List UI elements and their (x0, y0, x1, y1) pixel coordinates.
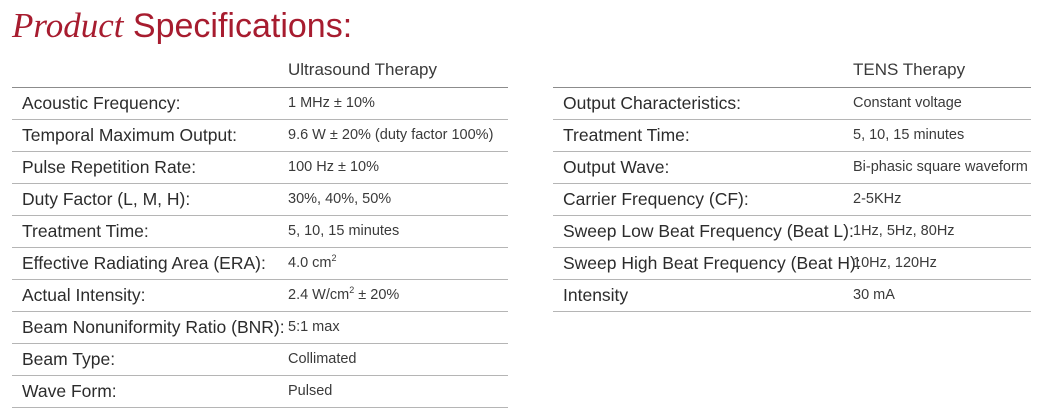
spec-value-superscript: 2 (331, 253, 337, 264)
spec-label: Pulse Repetition Rate: (22, 157, 197, 177)
spec-value (288, 351, 357, 367)
spec-label: Output Characteristics: (563, 93, 741, 113)
spec-value-text: 30 mA (853, 287, 895, 303)
spec-value (853, 191, 901, 207)
spec-value (288, 95, 375, 111)
spec-value (288, 223, 399, 239)
spec-value-text: Pulsed (288, 383, 333, 399)
spec-value-text: Collimated (288, 351, 357, 367)
spec-value (288, 319, 340, 335)
tens-rows (553, 88, 1031, 312)
title-italic: Product (12, 6, 124, 45)
spec-value-text: 9.6 W ± 20% (duty factor 100%) (288, 127, 494, 143)
spec-label: Sweep Low Beat Frequency (Beat L): (563, 221, 854, 241)
spec-value (288, 383, 332, 399)
spec-value-text: 5, 10, 15 minutes (853, 127, 965, 143)
spec-row (553, 184, 1031, 216)
spec-row (12, 344, 508, 376)
spec-row (12, 376, 508, 408)
spec-label: Treatment Time: (22, 221, 149, 241)
ultrasound-header: Ultrasound Therapy (288, 60, 437, 79)
spec-row (12, 120, 508, 152)
spec-value-text: 1Hz, 5Hz, 80Hz (853, 223, 955, 239)
spec-value-text: 100 Hz ± 10% (288, 159, 379, 175)
spec-value-text: 4.0 cm (288, 255, 332, 271)
page-title (12, 4, 352, 48)
spec-value (853, 127, 964, 143)
tens-spec-table (553, 58, 1031, 312)
spec-value-text: 5, 10, 15 minutes (288, 223, 400, 239)
spec-row (553, 248, 1031, 280)
ultrasound-spec-table (12, 58, 508, 408)
spec-label: Temporal Maximum Output: (22, 125, 237, 145)
spec-row (12, 88, 508, 120)
spec-value-text: 10Hz, 120Hz (853, 255, 937, 271)
spec-value (288, 127, 493, 143)
spec-value (853, 95, 962, 111)
spec-row (553, 88, 1031, 120)
spec-row (553, 280, 1031, 312)
spec-value (288, 191, 391, 207)
spec-row (12, 152, 508, 184)
spec-value-text: 2.4 W/cm (288, 287, 350, 303)
spec-label: Actual Intensity: (22, 285, 146, 305)
spec-row (12, 184, 508, 216)
title-rest: Specifications: (132, 7, 353, 45)
spec-value (853, 159, 1028, 175)
tens-header-row (553, 58, 1031, 88)
spec-label: Effective Radiating Area (ERA): (22, 253, 266, 273)
spec-value (288, 159, 379, 175)
spec-value (853, 255, 937, 271)
spec-label: Treatment Time: (563, 125, 690, 145)
spec-value (288, 287, 399, 303)
spec-row (553, 216, 1031, 248)
spec-label: Carrier Frequency (CF): (563, 189, 749, 209)
spec-row (553, 120, 1031, 152)
spec-label: Sweep High Beat Frequency (Beat H): (563, 253, 861, 273)
spec-value-text: 2-5KHz (853, 191, 902, 207)
spec-row (12, 248, 508, 280)
spec-label: Beam Nonuniformity Ratio (BNR): (22, 317, 285, 337)
spec-value-text: 30%, 40%, 50% (288, 191, 392, 207)
spec-row (12, 312, 508, 344)
spec-value (853, 223, 955, 239)
spec-label: Output Wave: (563, 157, 670, 177)
spec-value-text: 5:1 max (288, 319, 340, 335)
spec-value-text: Bi-phasic square waveform (853, 159, 1028, 175)
spec-label: Beam Type: (22, 349, 116, 369)
spec-row (12, 280, 508, 312)
ultrasound-header-row (12, 58, 508, 88)
spec-label: Acoustic Frequency: (22, 93, 181, 113)
spec-row (12, 216, 508, 248)
spec-value (288, 255, 337, 271)
spec-value-superscript: 2 (349, 285, 355, 296)
tens-header: TENS Therapy (853, 60, 966, 79)
spec-label: Wave Form: (22, 381, 117, 401)
spec-value-text: 1 MHz ± 10% (288, 95, 375, 111)
ultrasound-rows (12, 88, 508, 408)
spec-row (553, 152, 1031, 184)
spec-value-suffix: ± 20% (354, 287, 400, 303)
spec-value (853, 287, 895, 303)
spec-label: Intensity (563, 285, 629, 305)
spec-value-text: Constant voltage (853, 95, 962, 111)
spec-label: Duty Factor (L, M, H): (22, 189, 191, 209)
